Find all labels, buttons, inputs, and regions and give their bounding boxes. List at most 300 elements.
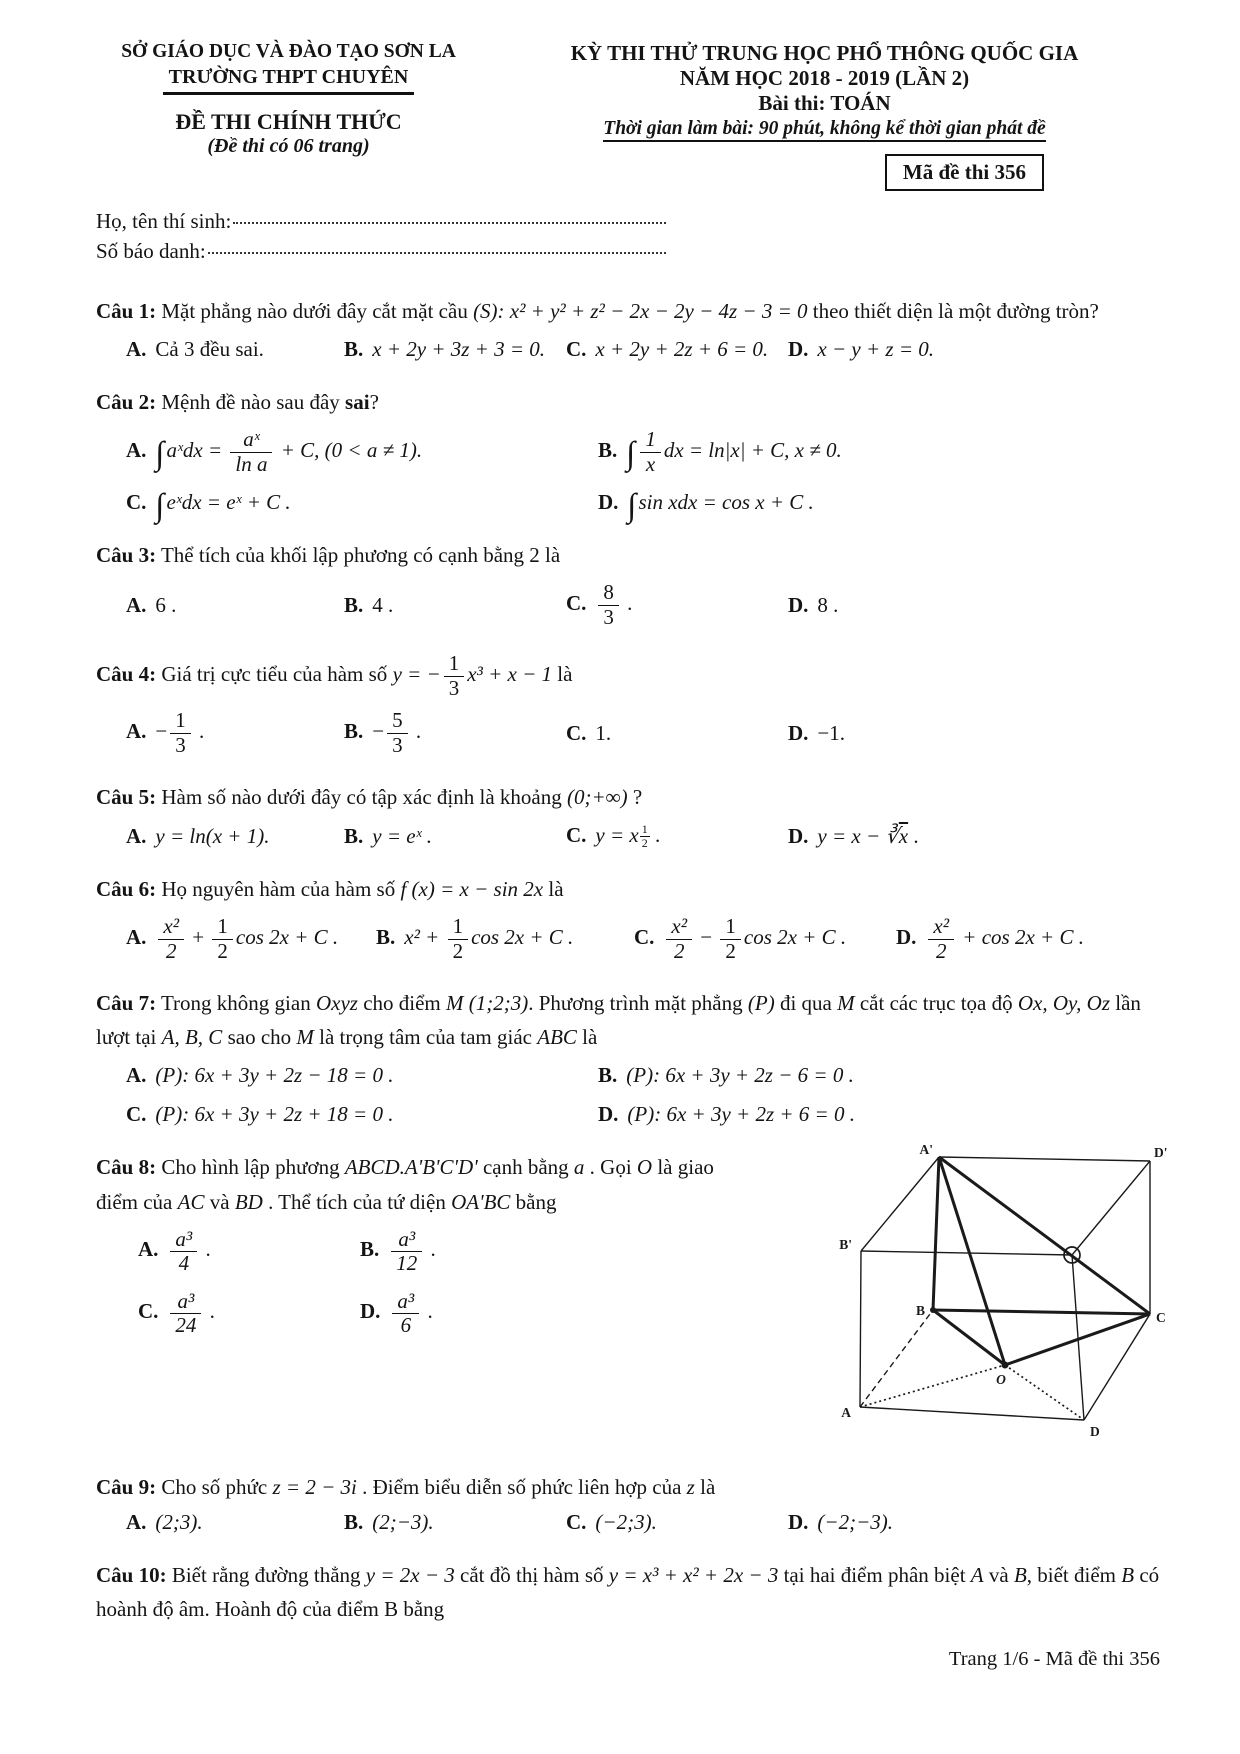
math-token: + cos 2x + C . [957, 925, 1084, 950]
math-token: BD [234, 1189, 263, 1214]
question-9-stem-text [161, 1475, 715, 1499]
option-text [372, 824, 432, 848]
math-token: . Gọi [584, 1155, 637, 1180]
math-token: y = x [595, 823, 639, 848]
math-token: $\frac{8}{3}$ [598, 581, 619, 629]
option-text [817, 721, 845, 745]
question-7 [96, 986, 1162, 1127]
math-token: . [908, 823, 919, 848]
math-token: . [200, 1237, 211, 1262]
option-text [167, 1226, 211, 1276]
option-letter: A. [126, 1509, 147, 1534]
option-text [595, 1510, 656, 1534]
candidate-name-label: Họ, tên thí sinh: [96, 209, 232, 234]
option-b [344, 337, 566, 362]
math-token: y = eˣ . [372, 823, 433, 848]
option-letter: B. [344, 823, 364, 848]
question-8-content [96, 1150, 744, 1337]
option-letter: A. [126, 823, 147, 848]
math-token: $\frac{\text{a³}}{6}$ [392, 1290, 419, 1338]
math-token: cạnh bằng [477, 1155, 574, 1180]
option-letter: B. [598, 437, 618, 462]
option-letter: C. [566, 590, 587, 615]
math-token: M [296, 1025, 314, 1050]
option-text [595, 337, 768, 361]
option-d [788, 337, 1162, 362]
option-text [372, 708, 422, 757]
option-letter: A. [126, 437, 147, 462]
math-token: là [543, 877, 564, 902]
question-9-options [96, 1510, 1162, 1535]
question-9 [96, 1470, 1162, 1534]
vertex-label-o: O [996, 1372, 1006, 1388]
math-token: (−2;3). [595, 1509, 657, 1534]
question-2-options [96, 427, 1162, 525]
option-text [817, 337, 934, 361]
exam-duration: Thời gian làm bài: 90 phút, không kể thời gian phát đề [487, 118, 1162, 140]
math-token: cho điểm [357, 991, 447, 1016]
question-9-stem [96, 1470, 1162, 1504]
math-token: Họ nguyên hàm của hàm số [161, 877, 401, 902]
math-token: Giá trị cực tiểu của hàm số [161, 661, 393, 686]
question-number: Câu 5: [96, 785, 157, 810]
math-token: cos 2x + C . [743, 925, 847, 950]
math-token: theo thiết diện là một đường tròn? [807, 299, 1099, 324]
question-6-options [96, 915, 1162, 963]
math-token: OA'BC [451, 1189, 511, 1214]
option-letter: D. [788, 1509, 809, 1534]
option-b [598, 428, 1162, 476]
option-b [344, 593, 566, 618]
option-text [155, 488, 291, 525]
option-c [126, 488, 598, 525]
math-token: Cả 3 đều sai. [155, 337, 264, 362]
math-token: (P): 6x + 3y + 2z − 6 = 0 . [626, 1063, 854, 1088]
math-token: . [425, 1237, 436, 1262]
option-d [896, 915, 1162, 963]
math-token: $\frac{1}{2}$ [212, 915, 233, 963]
option-text [404, 914, 574, 963]
question-5-stem [96, 780, 1162, 814]
exam-title: KỲ THI THỬ TRUNG HỌC PHỔ THÔNG QUỐC GIA [570, 41, 1079, 65]
question-number: Câu 4: [96, 661, 157, 686]
question-5-options [96, 823, 1162, 849]
option-letter: A. [126, 925, 147, 950]
math-token: x² + [404, 925, 445, 950]
question-6-stem [96, 872, 1162, 906]
cube-figure [744, 1142, 1168, 1440]
math-token: z [686, 1475, 695, 1500]
option-a [126, 709, 344, 757]
math-token: . Thể tích của tứ diện [262, 1189, 452, 1214]
math-token: . [193, 719, 205, 743]
math-token: z = 2 − 3i [272, 1475, 357, 1500]
math-token: . [410, 719, 422, 743]
math-token: aˣdx = [166, 437, 228, 462]
option-letter: C. [126, 1102, 147, 1127]
option-text [595, 822, 661, 850]
question-3-stem [96, 538, 1162, 572]
math-token: , biết điểm [1026, 1562, 1122, 1587]
math-token: (S): x² + y² + z² − 2x − 2y − 4z − 3 = 0 [473, 299, 808, 324]
question-7-stem [96, 986, 1162, 1054]
question-1-stem [96, 294, 1162, 328]
math-token: . [422, 1299, 433, 1324]
option-text [626, 1063, 854, 1087]
math-token: x³ + x − 1 [467, 661, 553, 686]
option-c [138, 1290, 360, 1338]
question-10-stem [96, 1558, 1162, 1626]
math-token: 6 . [155, 592, 177, 617]
option-text [372, 337, 545, 361]
option-letter: A. [138, 1237, 159, 1262]
option-letter: B. [344, 337, 364, 362]
math-token: tại hai điểm phân biệt [778, 1562, 971, 1587]
page-footer: Trang 1/6 - Mã đề thi 356 [948, 1648, 1160, 1670]
option-letter: D. [598, 1102, 619, 1127]
question-10-stem-text [96, 1563, 1159, 1621]
option-a [126, 824, 344, 849]
option-b [344, 709, 566, 757]
option-letter: B. [598, 1063, 618, 1088]
question-7-stem-text [96, 991, 1141, 1049]
math-token: A, B, C [161, 1025, 223, 1050]
option-d [788, 824, 1162, 849]
option-text [388, 1226, 436, 1276]
math-token: là [576, 1025, 598, 1050]
math-token: y = x³ + x² + 2x − 3 [608, 1562, 779, 1587]
question-1 [96, 294, 1162, 362]
question-6 [96, 872, 1162, 963]
option-text [155, 593, 176, 617]
math-token: Cho số phức [161, 1475, 273, 1500]
option-d [598, 1102, 1162, 1127]
math-token: cắt đồ thị hàm số [454, 1562, 609, 1587]
math-token: M (1;2;3) [446, 991, 529, 1016]
vertex-label-b: B [915, 1303, 925, 1319]
math-token: $\frac{\text{aˣ}}{\text{ln a}}$ [230, 428, 272, 476]
option-c [126, 1102, 598, 1127]
option-text [155, 337, 263, 361]
math-token: x − y + z = 0. [817, 337, 934, 362]
question-5 [96, 780, 1162, 849]
question-3 [96, 538, 1162, 629]
department-name: SỞ GIÁO DỤC VÀ ĐÀO TẠO SƠN LA [121, 41, 456, 62]
question-2-stem [96, 385, 1162, 419]
math-token: là [552, 661, 573, 686]
math-token: Trong không gian [160, 991, 316, 1016]
math-token: có hoành độ âm. Hoành độ của điểm B bằng [96, 1562, 1160, 1621]
option-text [372, 1510, 433, 1534]
math-token: $\frac{1}{2}$ [720, 915, 741, 963]
math-token: ? [369, 390, 379, 415]
math-token: 4 . [372, 592, 394, 617]
candidate-name-row [96, 207, 666, 236]
math-token: là trọng tâm của tam giác [313, 1025, 538, 1050]
math-token: (2;3). [155, 1509, 203, 1534]
exam-subject: Bài thi: TOÁN [758, 91, 891, 116]
option-text [155, 427, 423, 476]
option-letter: D. [896, 925, 917, 950]
option-text [389, 1288, 433, 1338]
question-3-options [96, 581, 1162, 629]
math-token: y = x − [817, 823, 886, 848]
vertex-label-c: C [1156, 1310, 1166, 1326]
math-token: $\frac{\text{x²}}{2}$ [928, 915, 954, 963]
option-letter: D. [598, 490, 619, 515]
option-letter: A. [126, 337, 147, 362]
question-4-stem-text [161, 651, 573, 700]
option-text [155, 1510, 202, 1534]
math-token: $\frac{\text{x²}}{2}$ [158, 915, 184, 963]
hidden-edges [860, 1310, 1084, 1420]
option-letter: A. [126, 592, 147, 617]
math-token: −1. [817, 720, 846, 745]
math-token: − [155, 719, 168, 743]
option-letter: C. [126, 490, 147, 515]
math-token: lần lượt tại [96, 991, 1141, 1050]
option-letter: A. [126, 1063, 147, 1088]
math-token: Mệnh đề nào sau đây [161, 390, 346, 415]
option-letter: B. [344, 592, 364, 617]
vertex-label-a-prime: A' [919, 1142, 933, 1158]
header-left [96, 40, 481, 158]
option-a [126, 1063, 598, 1088]
question-4 [96, 652, 1162, 757]
option-a [126, 1510, 344, 1535]
question-8-stem [96, 1150, 744, 1218]
question-number: Câu 2: [96, 390, 157, 415]
math-token: AC [177, 1189, 205, 1214]
option-b [376, 915, 634, 963]
math-token: $\frac{\text{x²}}{2}$ [666, 915, 692, 963]
option-text [663, 914, 847, 963]
math-token: . Phương trình mặt phẳng [528, 991, 748, 1016]
vertex-label-d-prime: D' [1154, 1145, 1168, 1161]
math-token: $\frac{1}{x}$ [640, 428, 661, 476]
question-5-stem-text [161, 785, 642, 809]
question-number: Câu 3: [96, 543, 157, 568]
question-6-stem-text [161, 877, 563, 901]
math-token: và [983, 1562, 1014, 1587]
option-text [155, 1102, 393, 1126]
option-letter: D. [788, 592, 809, 617]
option-text [155, 824, 269, 848]
option-letter: D. [360, 1299, 381, 1324]
option-letter: B. [344, 719, 364, 743]
math-token: + [187, 925, 210, 950]
option-text [167, 1288, 215, 1338]
official-exam-label: ĐỀ THI CHÍNH THỨC [175, 109, 402, 135]
option-d [788, 593, 1162, 618]
math-token: $\frac{\text{a³}}{24}$ [170, 1290, 201, 1338]
math-token: 8 . [817, 592, 839, 617]
candidate-info [96, 207, 666, 266]
option-c [566, 1510, 788, 1535]
question-2-stem-text [161, 390, 379, 414]
option-text [595, 580, 633, 629]
math-token: (P) [747, 991, 775, 1016]
math-token: . [649, 823, 661, 848]
math-token: sai [345, 390, 370, 415]
math-token: (P): 6x + 3y + 2z + 18 = 0 . [155, 1102, 394, 1127]
option-text [817, 593, 838, 617]
question-number: Câu 1: [96, 299, 157, 324]
option-letter: D. [788, 823, 809, 848]
math-token: sin xdx = cos x + C . [638, 490, 814, 515]
vertex-label-d: D [1090, 1424, 1100, 1440]
math-token: $\frac{1}{3}$ [170, 709, 191, 757]
option-b [598, 1063, 1162, 1088]
option-text [626, 427, 842, 476]
math-token: − [372, 719, 385, 743]
math-token: f (x) = x − sin 2x [400, 877, 544, 902]
question-number: Câu 7: [96, 991, 157, 1016]
option-d [788, 1510, 1162, 1535]
option-a [126, 428, 598, 476]
vertex-label-a: A [841, 1405, 851, 1421]
math-token: a [573, 1155, 585, 1180]
math-token: (−2;−3). [817, 1509, 893, 1534]
option-b [360, 1228, 638, 1276]
math-token: $\frac{\text{a³}}{12}$ [391, 1228, 422, 1276]
option-a [126, 915, 376, 963]
math-token: A [970, 1562, 984, 1587]
math-token: Oxyz [315, 991, 358, 1016]
math-token: $\frac{1}{2}$ [448, 915, 469, 963]
page-header [96, 40, 1162, 191]
option-letter: B. [360, 1237, 380, 1262]
option-letter: C. [566, 1509, 587, 1534]
math-token: Mặt phẳng nào dưới đây cắt mặt cầu [161, 299, 474, 324]
math-token: M [837, 991, 855, 1016]
math-token: + C, (0 < a ≠ 1). [275, 437, 423, 462]
question-number: Câu 6: [96, 877, 157, 902]
option-b [344, 824, 566, 849]
option-letter: B. [344, 1509, 364, 1534]
question-4-stem [96, 652, 1162, 700]
math-token: ABCD.A'B'C'D' [344, 1155, 478, 1180]
math-token: cos 2x + C . [471, 925, 574, 950]
option-letter: C. [138, 1299, 159, 1324]
math-token: O [636, 1155, 653, 1180]
math-token: 1. [595, 720, 612, 745]
math-token: bằng [510, 1189, 557, 1214]
math-token: − [695, 925, 718, 950]
question-1-options [96, 337, 1162, 362]
math-token: Cho hình lập phương [161, 1155, 345, 1180]
math-token: ∫ [155, 488, 165, 525]
question-8 [96, 1142, 1168, 1440]
question-10 [96, 1558, 1162, 1626]
cube-figure-svg [750, 1142, 1168, 1440]
math-token: Thể tích của khối lập phương có cạnh bằng 2 là [160, 543, 561, 568]
math-token: (2;−3). [372, 1509, 434, 1534]
math-token: $\frac{1}{2}$ [641, 822, 648, 850]
option-b [344, 1510, 566, 1535]
option-d [788, 721, 1162, 746]
math-token: sao cho [222, 1025, 297, 1050]
option-text [155, 914, 339, 963]
math-token: đi qua [774, 991, 838, 1016]
math-token: và [204, 1189, 235, 1214]
math-token: Hàm số nào dưới đây có tập xác định là khoảng [161, 785, 567, 810]
math-token: cos 2x + C . [235, 925, 339, 950]
math-token: ABC [537, 1025, 577, 1050]
option-a [126, 593, 344, 618]
math-token: x + 2y + 2z + 6 = 0. [595, 337, 769, 362]
vertex-label-b-prime: B' [839, 1237, 852, 1253]
question-number: Câu 9: [96, 1475, 157, 1500]
math-token: (P): 6x + 3y + 2z − 18 = 0 . [155, 1063, 394, 1088]
option-letter: C. [566, 823, 587, 848]
option-text [925, 914, 1084, 963]
math-token: (0;+∞) [566, 785, 628, 810]
candidate-id-label: Số báo danh: [96, 238, 206, 263]
question-1-stem-text [161, 299, 1099, 323]
math-token: $\frac{5}{3}$ [387, 709, 408, 757]
option-c [634, 915, 896, 963]
math-token: y = ln(x + 1). [155, 823, 270, 848]
question-3-stem-text [161, 543, 560, 567]
option-text [372, 593, 393, 617]
candidate-id-row [96, 237, 666, 266]
option-text [627, 1102, 855, 1126]
math-token: ∫ [626, 435, 636, 472]
math-token: $\frac{\text{a³}}{4}$ [170, 1228, 197, 1276]
math-token: ? [627, 785, 643, 810]
option-c [566, 823, 788, 849]
option-letter: D. [788, 720, 809, 745]
math-token: Ox, Oy, Oz [1017, 991, 1111, 1016]
option-text [155, 708, 205, 757]
math-token: là [694, 1475, 716, 1500]
tetrahedron-edges [933, 1157, 1150, 1365]
math-token: . [621, 590, 633, 615]
math-token: (P): 6x + 3y + 2z + 6 = 0 . [627, 1102, 855, 1127]
math-token: x + 2y + 3z + 3 = 0. [372, 337, 546, 362]
math-token: $\frac{1}{3}$ [444, 652, 465, 700]
math-token: y = − [392, 661, 441, 686]
question-7-options [96, 1063, 1162, 1127]
option-letter: B. [376, 925, 396, 950]
question-2 [96, 385, 1162, 525]
option-letter: C. [566, 337, 587, 362]
question-number: Câu 10: [96, 1562, 167, 1587]
option-d [598, 488, 1162, 525]
math-token: eˣdx = eˣ + C . [166, 490, 291, 515]
question-number: Câu 8: [96, 1155, 157, 1180]
option-c [566, 581, 788, 629]
math-token: dx = ln|x| + C, x ≠ 0. [663, 437, 842, 462]
option-letter: A. [126, 719, 147, 743]
exam-code-box: Mã đề thi 356 [885, 154, 1044, 191]
math-token: Biết rằng đường thẳng [171, 1562, 366, 1587]
candidate-name-field [233, 222, 666, 224]
question-8-stem-text [96, 1155, 714, 1213]
option-a [126, 337, 344, 362]
option-c [566, 721, 788, 746]
math-token: . Điểm biểu diễn số phức liên hợp của [356, 1475, 687, 1500]
option-text [817, 824, 918, 848]
math-token: B [1121, 1562, 1135, 1587]
option-d [360, 1290, 638, 1338]
option-letter: C. [566, 720, 587, 745]
school-name: TRƯỜNG THPT CHUYÊN [163, 66, 415, 95]
math-token: ∫ [627, 488, 637, 525]
exam-year: NĂM HỌC 2018 - 2019 (LẦN 2) [679, 66, 970, 91]
option-text [155, 1063, 393, 1087]
